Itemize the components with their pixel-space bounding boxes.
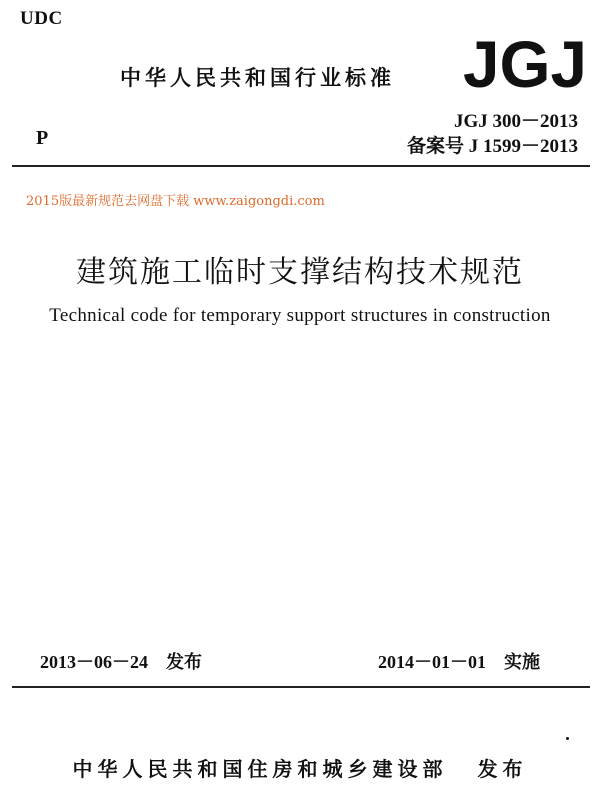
- standard-number: JGJ 300－2013: [453, 111, 578, 132]
- record-number: 备案号 J 1599－2013: [406, 136, 578, 157]
- jgj-logo: [462, 33, 588, 89]
- bottom-divider: [12, 686, 590, 688]
- publisher-name: 中华人民共和国住房和城乡建设部: [72, 757, 448, 781]
- effective-date-block: [378, 648, 540, 674]
- effective-date: 2014－01－01: [378, 652, 486, 672]
- scan-speck: [566, 737, 569, 740]
- classification-code: P: [36, 127, 49, 149]
- top-divider: [12, 165, 590, 167]
- publisher-line: [0, 753, 600, 782]
- publisher-label: 发布: [477, 757, 528, 781]
- issue-date-block: [40, 648, 202, 674]
- udc-label: UDC: [20, 8, 63, 29]
- effective-label: 实施: [504, 652, 540, 673]
- document-title-zh: 建筑施工临时支撑结构技术规范: [76, 255, 524, 290]
- industry-standard-heading: 中华人民共和国行业标准: [120, 66, 395, 90]
- issue-label: 发布: [166, 652, 202, 673]
- watermark-link[interactable]: 2015版最新规范去网盘下载 www.zaigongdi.com: [26, 194, 325, 209]
- jgj-logo-text: JGJ: [463, 33, 587, 89]
- issue-date: 2013－06－24: [40, 652, 148, 672]
- document-title-en: Technical code for temporary support structures in construction: [49, 305, 551, 326]
